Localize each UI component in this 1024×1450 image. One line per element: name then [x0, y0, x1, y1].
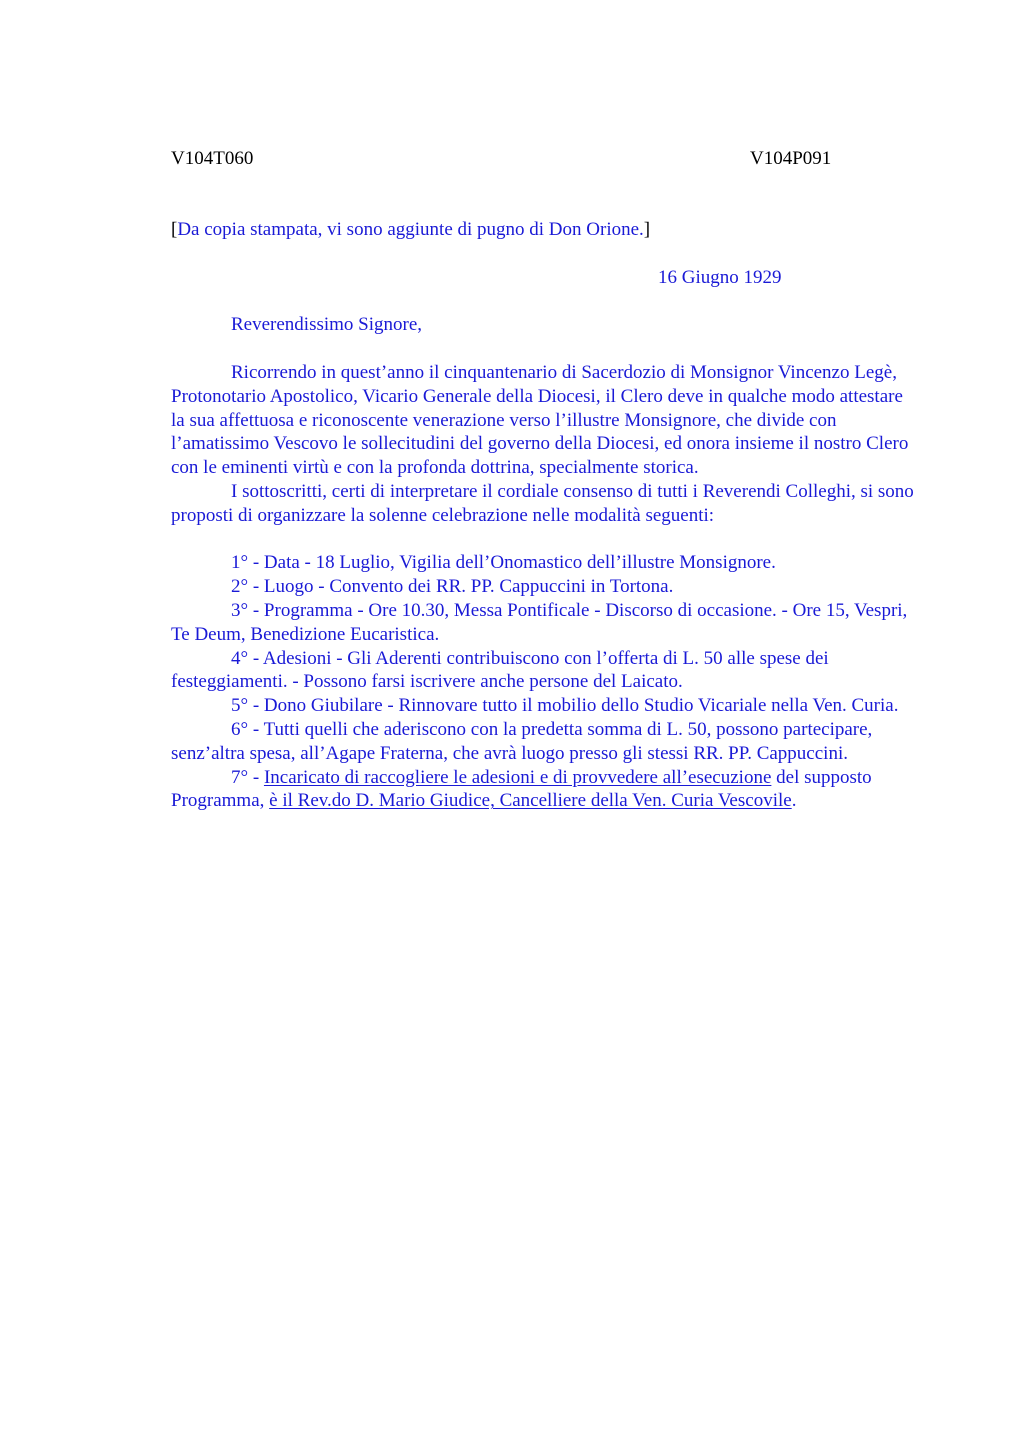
list-item: 2° - Luogo - Convento dei RR. PP. Cappuccini in Tortona. — [231, 576, 674, 598]
item7-underlined-person: è il Rev.do D. Mario Giudice, Cancelliere della Ven. Curia Vescovile — [269, 790, 792, 812]
document-code-right: V104P091 — [750, 148, 832, 169]
paragraph: I sottoscritti, certi di interpretare il cordiale consenso di tutti i Reverendi Colleghi, si sono proposti di organizzare la solenne celebrazione nelle modalità seguenti: — [171, 480, 914, 526]
item7-middle: del supposto Programma, — [171, 766, 872, 812]
list-item-7 — [171, 766, 919, 814]
spacer — [171, 528, 919, 552]
paragraph: Ricorrendo in quest’anno il cinquantenario di Sacerdozio di Monsignor Vincenzo Legè, Protonotario Apostolico, Vicario Generale della Diocesi, il Clero deve in qualche modo attestare la sua affettuosa e riconoscente venerazione verso l’illustre Monsignore, che divide con l’amatissimo Vescovo le sollecitudini del governo della Diocesi, ed onora insieme il nostro Clero con le eminenti virtù e con la profonda dottrina, specialmente storica. — [171, 362, 909, 479]
document-code-left: V104T060 — [171, 148, 254, 169]
list-item: 1° - Data - 18 Luglio, Vigilia dell’Onomastico dell’illustre Monsignore. — [231, 552, 776, 574]
letter-date: 16 Giugno 1929 — [658, 267, 782, 288]
letter-body — [171, 361, 919, 813]
list-item: 3° - Programma - Ore 10.30, Messa Pontificale - Discorso di occasione. - Ore 15, Vespri, Te Deum, Benedizione Eucaristica. — [171, 599, 908, 645]
list-item: 6° - Tutti quelli che aderiscono con la predetta somma di L. 50, possono partecipare, senz’altra spesa, all’Agape Fraterna, che avrà luogo presso gli stessi RR. PP. Cappuccini. — [171, 718, 873, 764]
list-item: 5° - Dono Giubilare - Rinnovare tutto il mobilio dello Studio Vicariale nella Ven. Curia. — [231, 695, 899, 717]
item7-underlined-charge: Incaricato di raccogliere le adesioni e di provvedere all’esecuzione — [263, 766, 772, 788]
note-open-bracket: [ — [171, 219, 178, 240]
list-item: 4° - Adesioni - Gli Aderenti contribuiscono con l’offerta di L. 50 alle spese dei festeggiamenti. - Possono farsi iscrivere anche persone del Laicato. — [171, 647, 829, 693]
note-text: Da copia stampata, vi sono aggiunte di pugno di Don Orione. — [177, 219, 644, 240]
item7-prefix: 7° - — [231, 766, 264, 788]
salutation: Reverendissimo Signore, — [231, 314, 423, 335]
note-close-bracket: ] — [643, 219, 651, 240]
item7-suffix: . — [791, 790, 797, 812]
editorial-note — [171, 218, 650, 242]
